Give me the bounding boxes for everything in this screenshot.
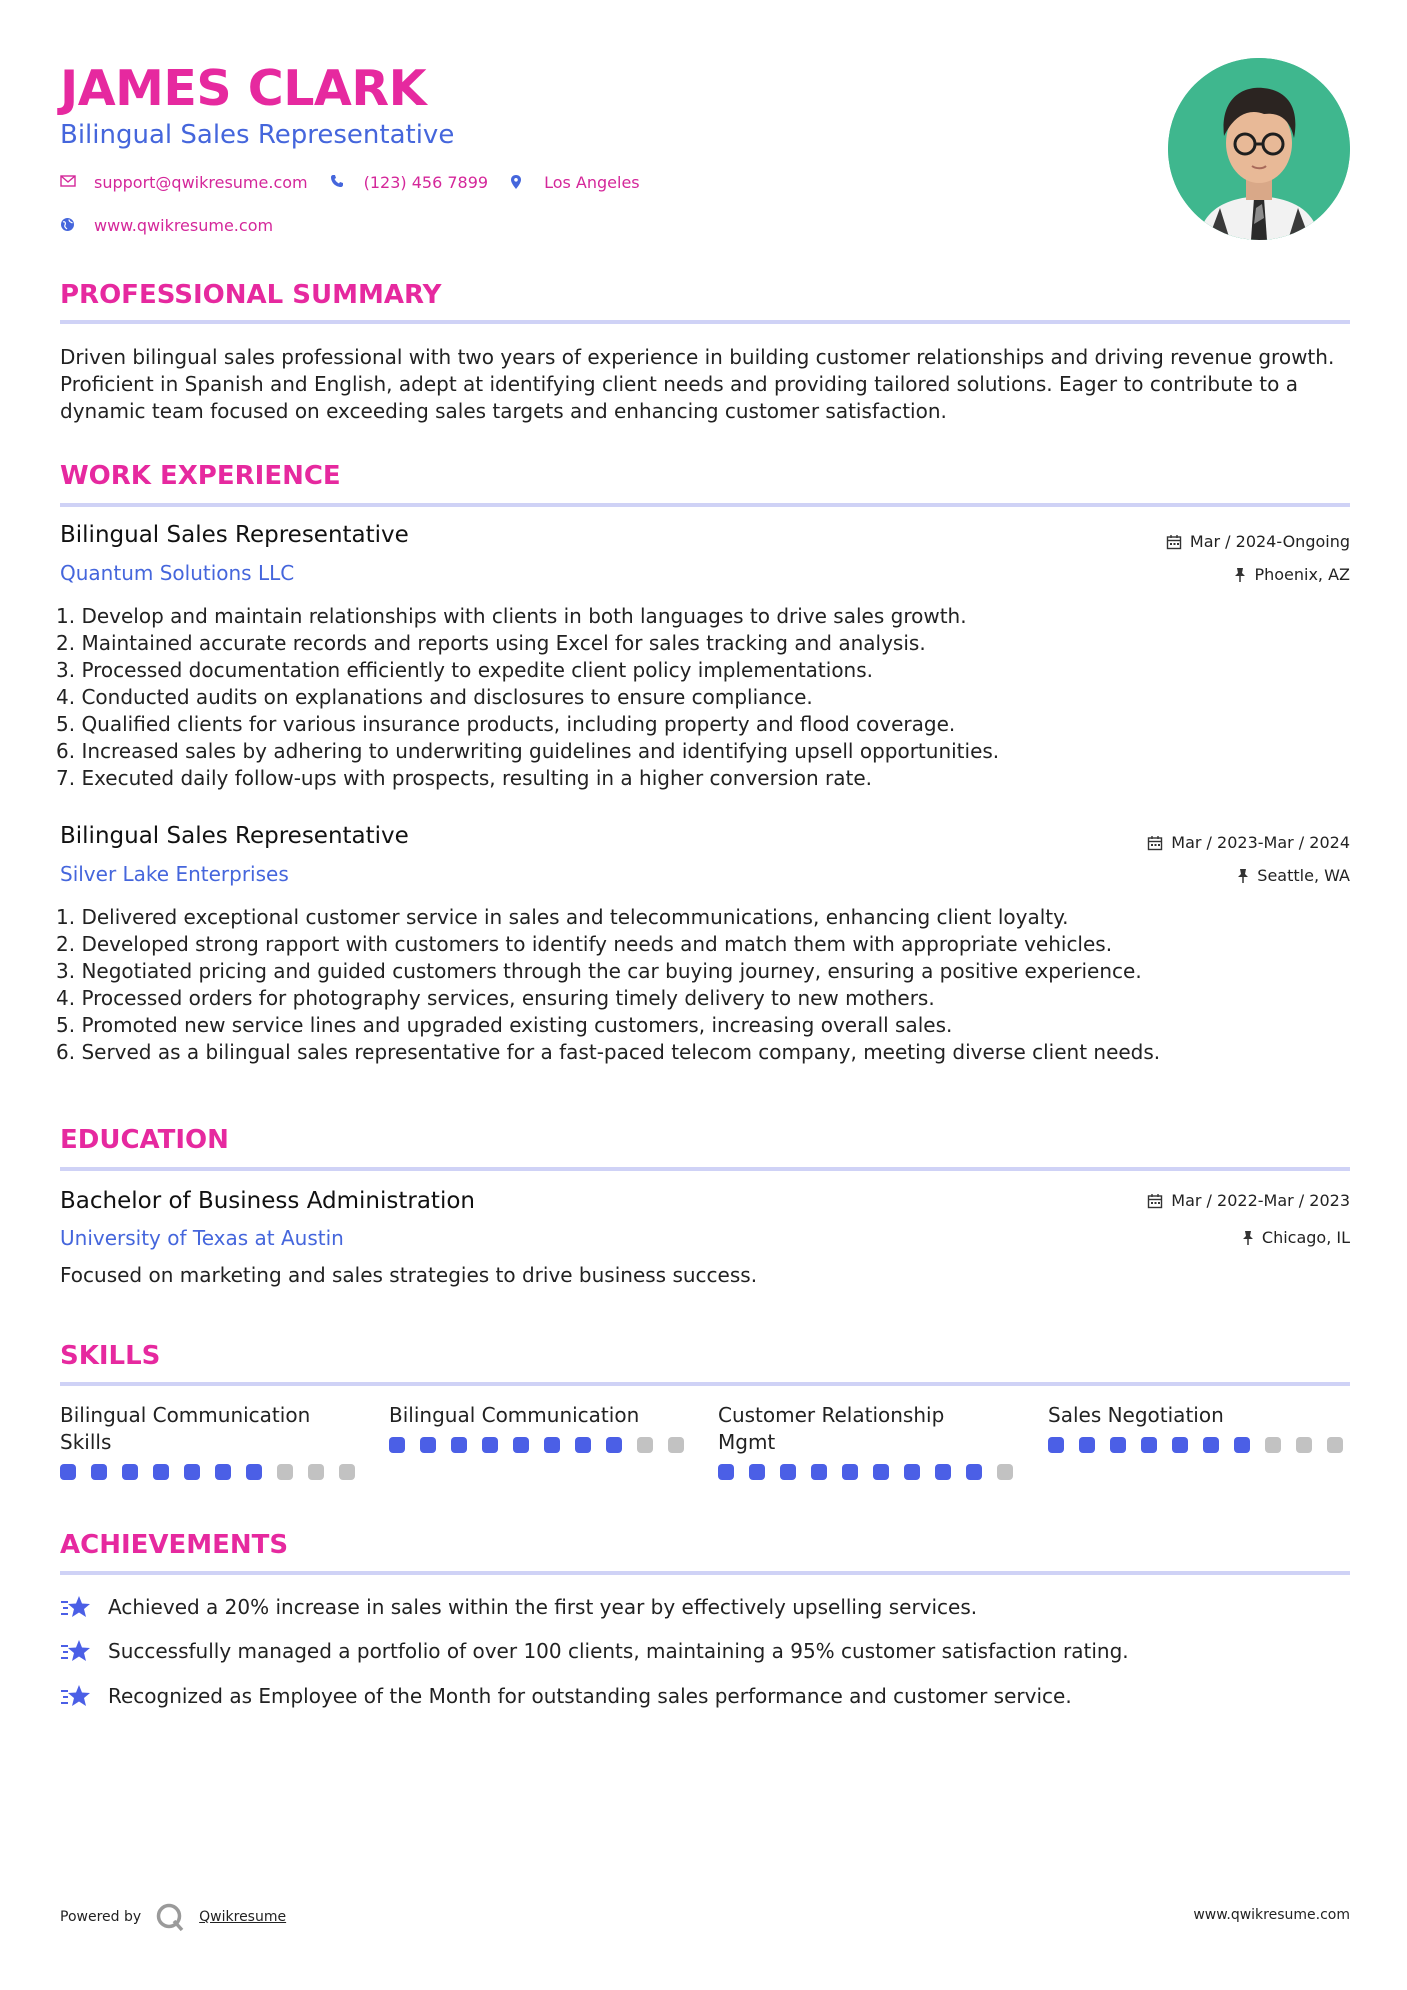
contact-row xyxy=(60,173,662,192)
skill-rating xyxy=(60,1464,370,1480)
rating-dot-filled xyxy=(122,1464,138,1480)
rating-dot-filled xyxy=(575,1437,591,1453)
calendar-icon xyxy=(1147,835,1163,851)
section-divider xyxy=(60,1571,1350,1575)
rating-dot-filled xyxy=(873,1464,889,1480)
rating-dot-filled xyxy=(718,1464,734,1480)
footer-website-link[interactable]: www.qwikresume.com xyxy=(1193,1907,1350,1923)
rating-dot-filled xyxy=(420,1437,436,1453)
summary-heading: PROFESSIONAL SUMMARY xyxy=(60,280,442,310)
rating-dot-filled xyxy=(842,1464,858,1480)
rating-dot-filled xyxy=(91,1464,107,1480)
list-item: 7. Executed daily follow-ups with prospects, resulting in a higher conversion rate. xyxy=(56,766,873,790)
skill-item xyxy=(60,1402,370,1480)
skill-rating xyxy=(1048,1437,1358,1453)
education-dates xyxy=(1147,1191,1350,1210)
powered-by-label: Powered by xyxy=(60,1909,142,1925)
section-divider xyxy=(60,503,1350,507)
rating-dot-filled xyxy=(246,1464,262,1480)
skill-label: Sales Negotiation xyxy=(1048,1403,1224,1427)
rating-dot-filled xyxy=(935,1464,951,1480)
rating-dot-filled xyxy=(1203,1437,1219,1453)
qwikresume-link[interactable]: Qwikresume xyxy=(199,1909,287,1925)
skill-item xyxy=(389,1402,699,1453)
achievement-text: Recognized as Employee of the Month for outstanding sales performance and customer service. xyxy=(108,1684,1072,1708)
skill-label: Bilingual Communication xyxy=(389,1403,640,1427)
company-name: Silver Lake Enterprises xyxy=(60,862,289,886)
list-item: 1. Develop and maintain relationships with clients in both languages to drive sales growth. xyxy=(56,604,967,628)
rating-dot-filled xyxy=(1234,1437,1250,1453)
star-award-icon xyxy=(60,1594,92,1620)
achievement-item xyxy=(60,1683,1072,1709)
rating-dot-filled xyxy=(451,1437,467,1453)
pushpin-icon xyxy=(1234,567,1246,583)
location-text: Los Angeles xyxy=(544,173,640,192)
rating-dot-filled xyxy=(389,1437,405,1453)
list-item: 2. Developed strong rapport with customers to identify needs and match them with appropriate vehicles. xyxy=(56,932,1113,956)
rating-dot-empty xyxy=(277,1464,293,1480)
rating-dot-empty xyxy=(997,1464,1013,1480)
rating-dot-filled xyxy=(1172,1437,1188,1453)
phone-icon xyxy=(330,174,348,192)
rating-dot-empty xyxy=(1265,1437,1281,1453)
skill-label: Bilingual Communication Skills xyxy=(60,1403,311,1454)
rating-dot-filled xyxy=(966,1464,982,1480)
email-link[interactable]: support@qwikresume.com xyxy=(94,173,308,192)
list-item: 6. Increased sales by adhering to underwriting guidelines and identifying upsell opportunities. xyxy=(56,739,1000,763)
list-item: 5. Promoted new service lines and upgraded existing customers, increasing overall sales. xyxy=(56,1013,953,1037)
list-item: 4. Processed orders for photography services, ensuring timely delivery to new mothers. xyxy=(56,986,935,1010)
job-location xyxy=(1234,565,1350,584)
experience-heading: WORK EXPERIENCE xyxy=(60,461,341,491)
education-description: Focused on marketing and sales strategies to drive business success. xyxy=(60,1263,758,1287)
job-location-text: Phoenix, AZ xyxy=(1254,565,1350,584)
footer-powered-by xyxy=(60,1902,286,1932)
candidate-name: JAMES CLARK xyxy=(60,60,427,117)
skill-rating xyxy=(718,1464,1028,1480)
skill-item xyxy=(718,1402,1028,1480)
achievement-item xyxy=(60,1594,977,1620)
location-pin-icon xyxy=(510,174,528,192)
job-location-text: Seattle, WA xyxy=(1257,866,1350,885)
rating-dot-filled xyxy=(904,1464,920,1480)
achievement-item xyxy=(60,1638,1129,1664)
footer-website xyxy=(1193,1907,1350,1923)
profile-photo xyxy=(1168,58,1350,240)
education-location-text: Chicago, IL xyxy=(1261,1228,1350,1247)
achievement-text: Successfully managed a portfolio of over 100 clients, maintaining a 95% customer satisfaction rating. xyxy=(108,1639,1129,1663)
envelope-icon xyxy=(60,174,78,192)
school-name: University of Texas at Austin xyxy=(60,1226,344,1250)
website-link[interactable]: www.qwikresume.com xyxy=(94,216,274,235)
rating-dot-filled xyxy=(1079,1437,1095,1453)
section-divider xyxy=(60,320,1350,324)
rating-dot-filled xyxy=(749,1464,765,1480)
rating-dot-filled xyxy=(1110,1437,1126,1453)
education-heading: EDUCATION xyxy=(60,1125,229,1155)
rating-dot-empty xyxy=(637,1437,653,1453)
degree-title: Bachelor of Business Administration xyxy=(60,1188,475,1214)
rating-dot-filled xyxy=(1141,1437,1157,1453)
rating-dot-filled xyxy=(513,1437,529,1453)
pushpin-icon xyxy=(1242,1230,1254,1246)
rating-dot-filled xyxy=(153,1464,169,1480)
star-award-icon xyxy=(60,1683,92,1709)
rating-dot-filled xyxy=(780,1464,796,1480)
skill-rating xyxy=(389,1437,699,1453)
skills-heading: SKILLS xyxy=(60,1341,161,1371)
calendar-icon xyxy=(1166,534,1182,550)
rating-dot-filled xyxy=(184,1464,200,1480)
section-divider xyxy=(60,1382,1350,1386)
list-item: 3. Negotiated pricing and guided customers through the car buying journey, ensuring a positive experience. xyxy=(56,959,1142,983)
list-item: 3. Processed documentation efficiently to expedite client policy implementations. xyxy=(56,658,874,682)
list-item: 1. Delivered exceptional customer service in sales and telecommunications, enhancing client loyalty. xyxy=(56,905,1069,929)
skill-item xyxy=(1048,1402,1358,1453)
job-bullets xyxy=(56,603,1346,792)
list-item: 5. Qualified clients for various insurance products, including property and flood coverage. xyxy=(56,712,956,736)
calendar-icon xyxy=(1147,1193,1163,1209)
pushpin-icon xyxy=(1237,868,1249,884)
job-dates-text: Mar / 2024-Ongoing xyxy=(1189,532,1350,551)
globe-icon xyxy=(60,217,78,235)
summary-text: Driven bilingual sales professional with two years of experience in building customer relationships and driving revenue growth. Proficient in Spanish and English, adept at identifying client needs and providing tailored solutions. Eager to contribute to a dynamic team focused on exceeding sales targets and enhancing customer satisfaction. xyxy=(60,345,1335,423)
achievement-text: Achieved a 20% increase in sales within the first year by effectively upselling services. xyxy=(108,1595,978,1619)
candidate-role: Bilingual Sales Representative xyxy=(60,120,455,150)
section-divider xyxy=(60,1167,1350,1171)
list-item: 6. Served as a bilingual sales representative for a fast-paced telecom company, meeting diverse client needs. xyxy=(56,1040,1161,1064)
job-dates-text: Mar / 2023-Mar / 2024 xyxy=(1171,833,1350,852)
achievements-heading: ACHIEVEMENTS xyxy=(60,1530,289,1560)
rating-dot-filled xyxy=(1048,1437,1064,1453)
rating-dot-empty xyxy=(308,1464,324,1480)
job-location xyxy=(1237,866,1350,885)
skill-label: Customer Relationship Mgmt xyxy=(718,1403,945,1454)
website-row xyxy=(60,216,295,235)
rating-dot-empty xyxy=(1296,1437,1312,1453)
rating-dot-filled xyxy=(482,1437,498,1453)
rating-dot-empty xyxy=(668,1437,684,1453)
qwikresume-logo-icon xyxy=(155,1902,185,1932)
rating-dot-empty xyxy=(339,1464,355,1480)
rating-dot-empty xyxy=(1327,1437,1343,1453)
list-item: 2. Maintained accurate records and reports using Excel for sales tracking and analysis. xyxy=(56,631,926,655)
rating-dot-filled xyxy=(215,1464,231,1480)
job-bullets xyxy=(56,904,1346,1066)
phone-number[interactable]: (123) 456 7899 xyxy=(363,173,489,192)
education-dates-text: Mar / 2022-Mar / 2023 xyxy=(1171,1191,1350,1210)
job-dates xyxy=(1166,532,1350,551)
star-award-icon xyxy=(60,1638,92,1664)
list-item: 4. Conducted audits on explanations and disclosures to ensure compliance. xyxy=(56,685,813,709)
job-title: Bilingual Sales Representative xyxy=(60,522,409,548)
rating-dot-filled xyxy=(544,1437,560,1453)
rating-dot-filled xyxy=(60,1464,76,1480)
job-title: Bilingual Sales Representative xyxy=(60,823,409,849)
rating-dot-filled xyxy=(606,1437,622,1453)
company-name: Quantum Solutions LLC xyxy=(60,561,295,585)
job-dates xyxy=(1147,833,1350,852)
rating-dot-filled xyxy=(811,1464,827,1480)
education-location xyxy=(1242,1228,1350,1247)
